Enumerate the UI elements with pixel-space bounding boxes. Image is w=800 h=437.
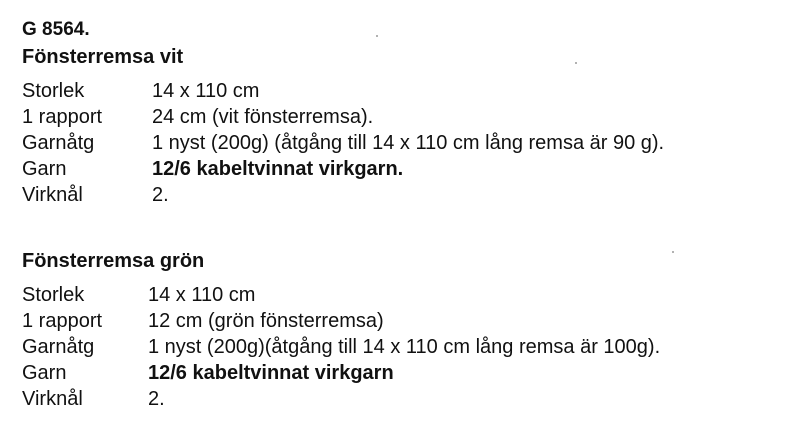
spec-label: Storlek (22, 284, 85, 306)
spec-value: 12/6 kabeltvinnat virkgarn (148, 362, 394, 384)
scan-speck (575, 62, 577, 64)
pattern-code: G 8564. (22, 19, 90, 40)
spec-value: 14 x 110 cm (152, 80, 260, 102)
spec-value: 2. (152, 184, 169, 206)
spec-value: 1 nyst (200g)(åtgång till 14 x 110 cm lång remsa är 100g). (148, 336, 661, 358)
spec-label: Garnåtg (22, 336, 95, 358)
spec-label: Virknål (22, 388, 83, 410)
spec-value: 2. (148, 388, 165, 410)
scan-speck (672, 251, 674, 253)
spec-label: 1 rapport (22, 106, 103, 128)
spec-label: Virknål (22, 184, 83, 206)
section-heading-vit: Fönsterremsa vit (22, 46, 184, 68)
scan-speck (376, 35, 378, 37)
section-heading-gron: Fönsterremsa grön (22, 250, 205, 272)
spec-value: 24 cm (vit fönsterremsa). (152, 106, 374, 128)
spec-label: Garn (22, 362, 67, 384)
spec-value: 1 nyst (200g) (åtgång till 14 x 110 cm lång remsa är 90 g). (152, 132, 665, 154)
spec-value: 12 cm (grön fönsterremsa) (148, 310, 384, 332)
spec-value: 12/6 kabeltvinnat virkgarn. (152, 158, 404, 180)
spec-label: Storlek (22, 80, 85, 102)
spec-label: Garn (22, 158, 67, 180)
spec-label: 1 rapport (22, 310, 103, 332)
spec-value: 14 x 110 cm (148, 284, 256, 306)
spec-label: Garnåtg (22, 132, 95, 154)
